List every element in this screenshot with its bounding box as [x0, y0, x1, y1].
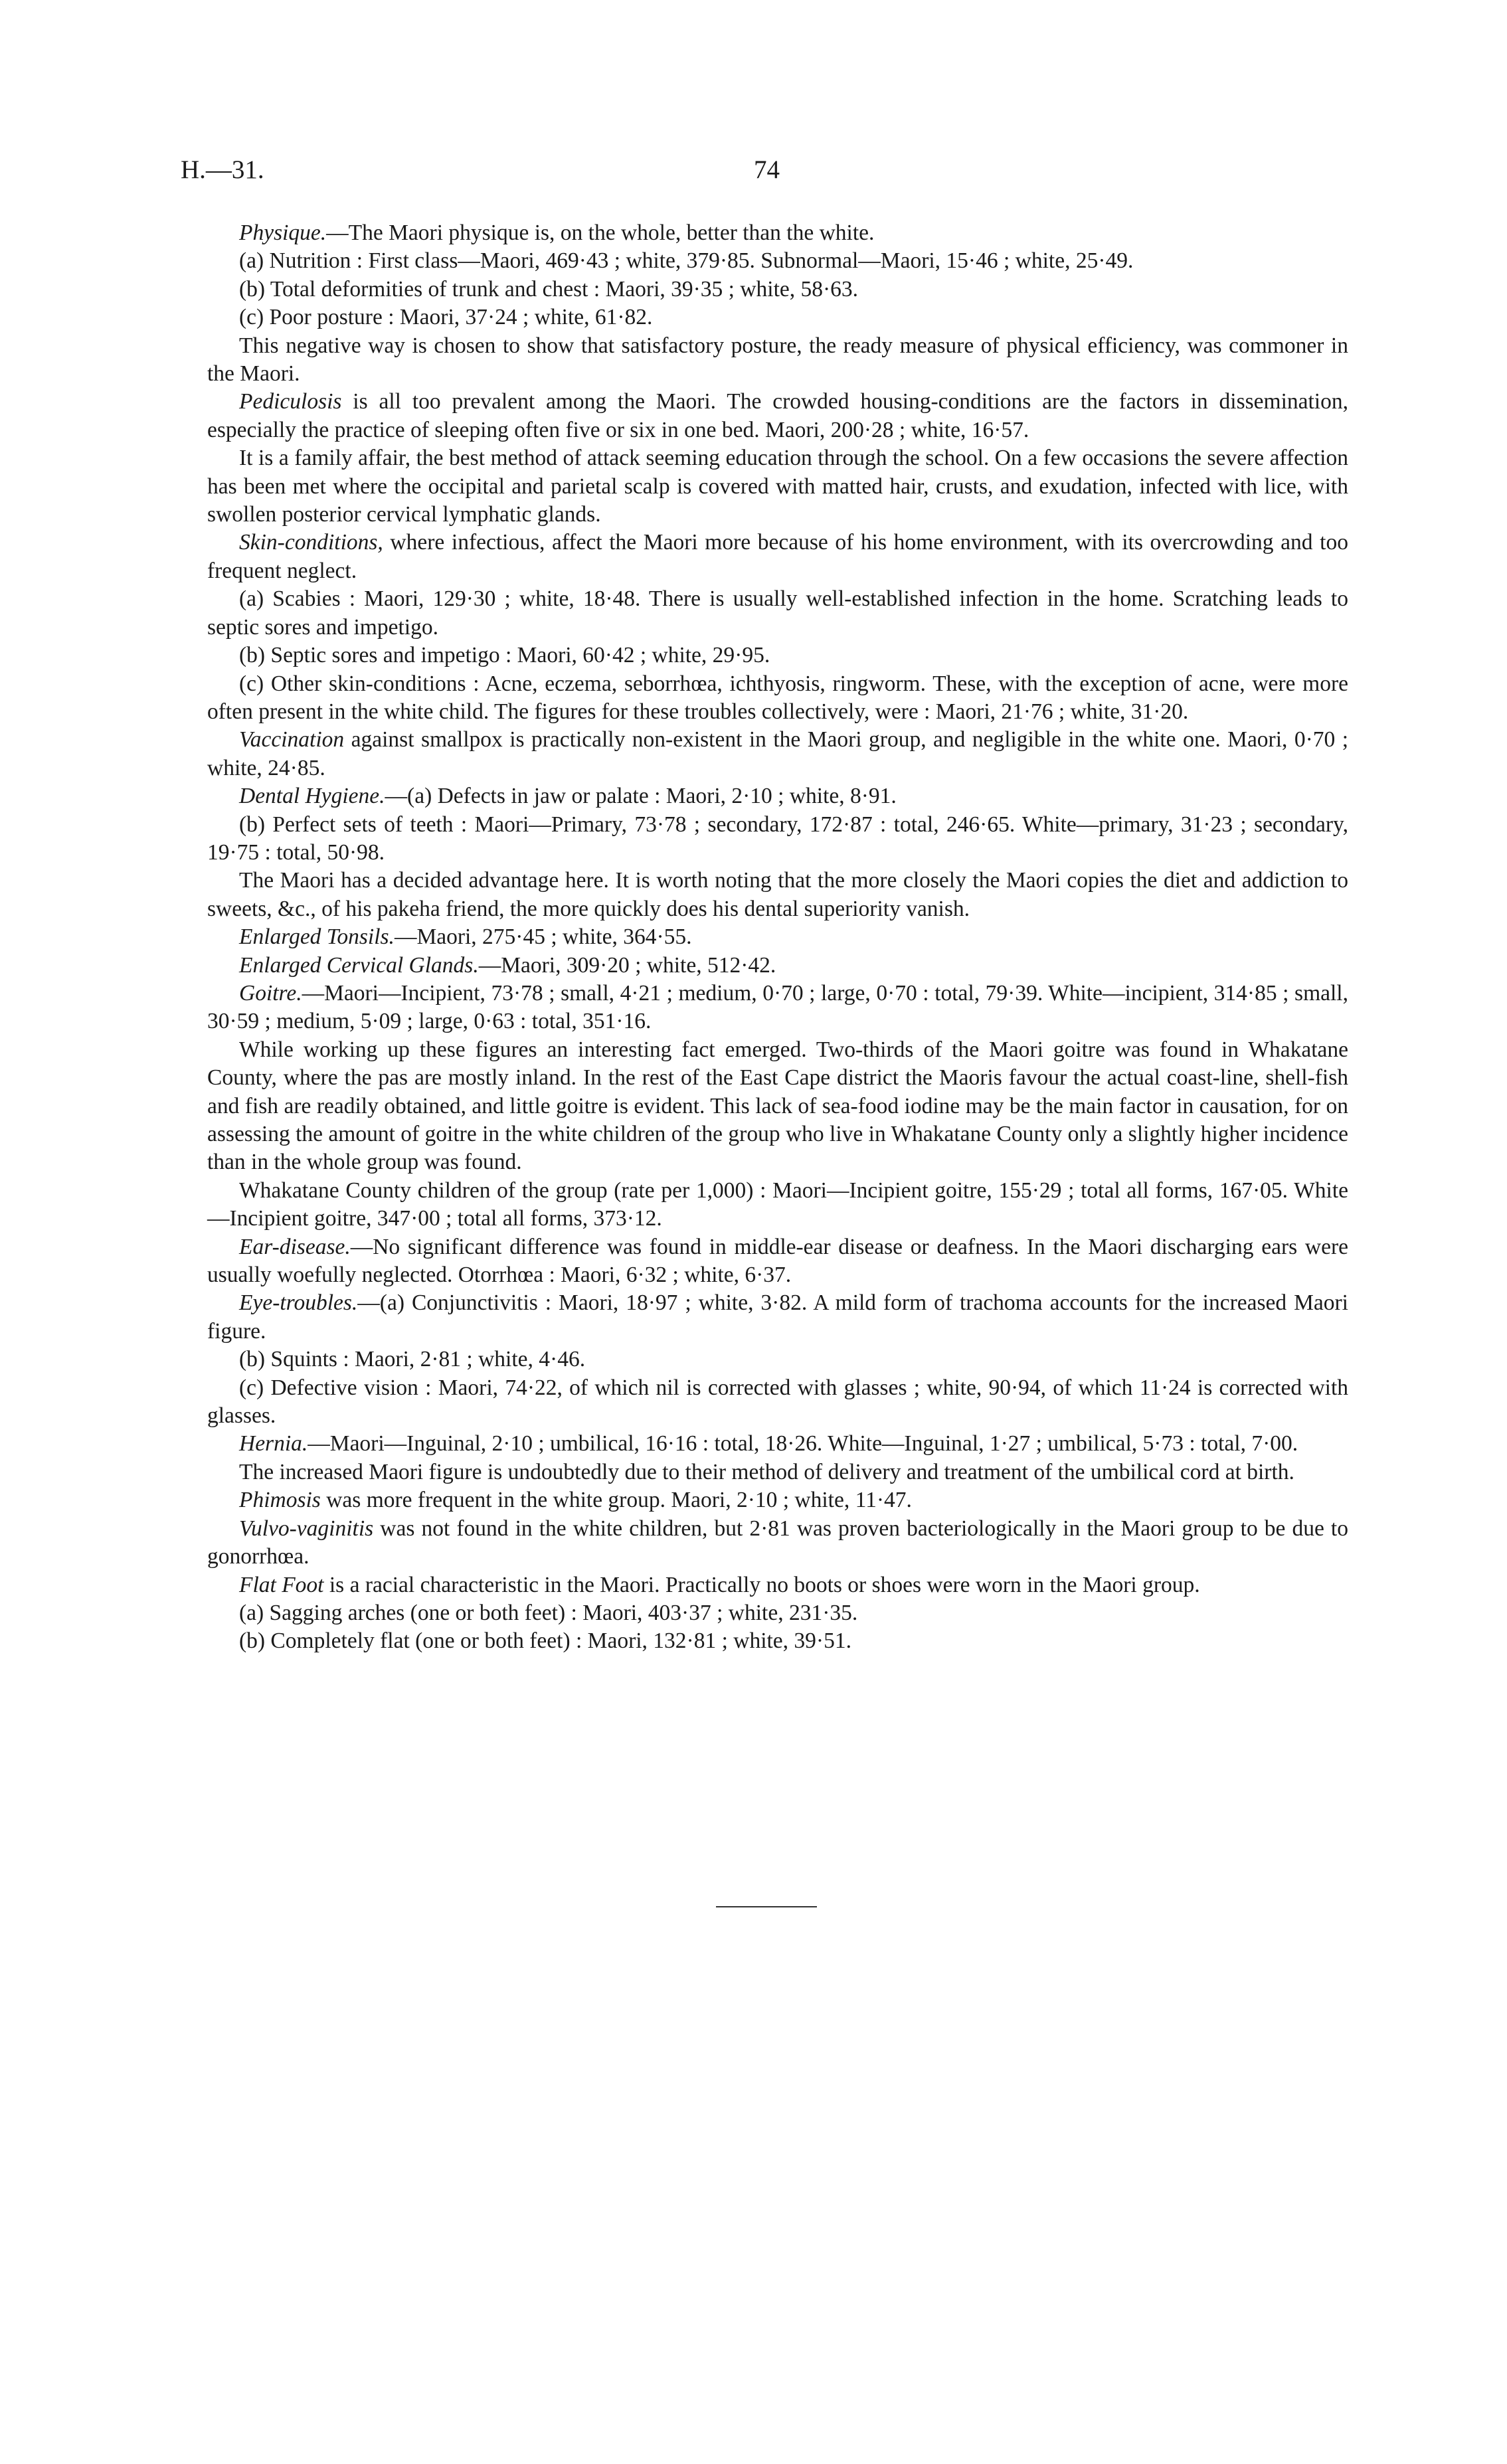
paragraph-septic-sores: (b) Septic sores and impetigo : Maori, 60·42 ; white, 29·95. — [239, 643, 770, 668]
paragraph-whakatane: Whakatane County children of the group (rate per 1,000) : Maori—Incipient goitre, 155·29 ; total all forms, 167·05. White—Incipient goitre, 347·00 ; total all forms, 373·12. — [207, 1178, 1348, 1231]
paragraph-dental-hygiene: Dental Hygiene.—(a) Defects in jaw or palate : Maori, 2·10 ; white, 8·91. — [239, 784, 897, 809]
paragraph-eye-troubles: Eye-troubles.—(a) Conjunctivitis : Maori, 18·97 ; white, 3·82. A mild form of trachoma accounts for the increased Maori figure. — [207, 1290, 1348, 1344]
paragraph-family-affair: It is a family affair, the best method of attack seeming education through the school. On a few occasions the severe affection has been met where the occipital and parietal scalp is covered with matted hair, crusts, and exudation, infected with lice, with swollen posterior cervical lymphatic glands. — [207, 446, 1348, 527]
paragraph-other-skin: (c) Other skin-conditions : Acne, eczema, seborrhœa, ichthyosis, ringworm. These, with the exception of acne, were more often present in the white child. The figures for these troubles collectively, were : Maori, 21·76 ; white, 31·20. — [207, 671, 1348, 724]
body-text — [207, 219, 1348, 1656]
paragraph-pediculosis: Pediculosis is all too prevalent among the Maori. The crowded housing-conditions are the factors in dissemination, especially the practice of sleeping often five or six in one bed. Maori, 200·28 ; white, 16·57. — [207, 389, 1348, 442]
paragraph-hernia-note: The increased Maori figure is undoubtedly due to their method of delivery and treatment of the umbilical cord at birth. — [239, 1459, 1294, 1484]
paragraph-deformities: (b) Total deformities of trunk and chest : Maori, 39·35 ; white, 58·63. — [239, 276, 859, 302]
paragraph-vaccination: Vaccination against smallpox is practically non-existent in the Maori group, and negligible in the white one. Maori, 0·70 ; white, 24·85. — [207, 727, 1348, 780]
paragraph-hernia: Hernia.—Maori—Inguinal, 2·10 ; umbilical, 16·16 : total, 18·26. White—Inguinal, 1·27 ; umbilical, 5·73 : total, 7·00. — [239, 1431, 1298, 1456]
paragraph-posture: (c) Poor posture : Maori, 37·24 ; white, 61·82. — [239, 305, 653, 330]
paragraph-sagging-arches: (a) Sagging arches (one or both feet) : Maori, 403·37 ; white, 231·35. — [239, 1600, 858, 1625]
paragraph-physique: Physique.—The Maori physique is, on the whole, better than the white. — [239, 220, 875, 245]
paragraph-perfect-teeth: (b) Perfect sets of teeth : Maori—Primary, 73·78 ; secondary, 172·87 : total, 246·65. White—primary, 31·23 ; secondary, 19·75 : total, 50·98. — [207, 812, 1348, 865]
paragraph-vulvo-vaginitis: Vulvo-vaginitis was not found in the white children, but 2·81 was proven bacteriologically in the Maori group to be due to gonorrhœa. — [207, 1516, 1348, 1569]
paragraph-phimosis: Phimosis was more frequent in the white group. Maori, 2·10 ; white, 11·47. — [239, 1488, 912, 1513]
paragraph-squints: (b) Squints : Maori, 2·81 ; white, 4·46. — [239, 1347, 586, 1372]
paragraph-skin-conditions: Skin-conditions, where infectious, affect the Maori more because of his home environment, with its overcrowding and too frequent neglect. — [207, 530, 1348, 583]
paragraph-posture-note: This negative way is chosen to show that satisfactory posture, the ready measure of physical efficiency, was commoner in the Maori. — [207, 333, 1348, 387]
paragraph-completely-flat: (b) Completely flat (one or both feet) : Maori, 132·81 ; white, 39·51. — [239, 1628, 851, 1654]
paragraph-goitre: Goitre.—Maori—Incipient, 73·78 ; small, 4·21 ; medium, 0·70 ; large, 0·70 : total, 79·39. White—incipient, 314·85 ; small, 30·59 ; medium, 5·09 ; large, 0·63 : total, 351·16. — [207, 980, 1348, 1034]
paragraph-ear-disease: Ear-disease.—No significant difference was found in middle-ear disease or deafness. In the Maori discharging ears were usually woefully neglected. Otorrhœa : Maori, 6·32 ; white, 6·37. — [207, 1234, 1348, 1288]
page-number: 74 — [754, 155, 780, 184]
end-rule-divider — [716, 1906, 817, 1907]
paragraph-goitre-note: While working up these figures an interesting fact emerged. Two-thirds of the Maori goitre was found in Whakatane County, where the pas are mostly inland. In the rest of the East Cape district the Maoris favour the actual coast-line, shell-fish and fish are readily obtained, and little goitre is evident. This lack of sea-food iodine may be the main factor in causation, for on assessing the amount of goitre in the white children of the group who live in Whakatane County only a slightly higher incidence than in the whole group was found. — [207, 1037, 1348, 1175]
paragraph-defective-vision: (c) Defective vision : Maori, 74·22, of which nil is corrected with glasses ; white, 90·94, of which 11·24 is corrected with glasses. — [207, 1375, 1348, 1429]
paragraph-tonsils: Enlarged Tonsils.—Maori, 275·45 ; white, 364·55. — [239, 924, 692, 950]
paragraph-dental-note: The Maori has a decided advantage here. It is worth noting that the more closely the Maori copies the diet and addiction to sweets, &c., of his pakeha friend, the more quickly does his dental superiority vanish. — [207, 868, 1348, 921]
paragraph-scabies: (a) Scabies : Maori, 129·30 ; white, 18·48. There is usually well-established infection in the home. Scratching leads to septic sores and impetigo. — [207, 586, 1348, 640]
document-code: H.—31. — [181, 155, 264, 184]
paragraph-nutrition: (a) Nutrition : First class—Maori, 469·43 ; white, 379·85. Subnormal—Maori, 15·46 ; white, 25·49. — [239, 248, 1134, 274]
paragraph-cervical-glands: Enlarged Cervical Glands.—Maori, 309·20 ; white, 512·42. — [239, 952, 776, 978]
paragraph-flat-foot: Flat Foot is a racial characteristic in the Maori. Practically no boots or shoes were worn in the Maori group. — [239, 1572, 1200, 1597]
